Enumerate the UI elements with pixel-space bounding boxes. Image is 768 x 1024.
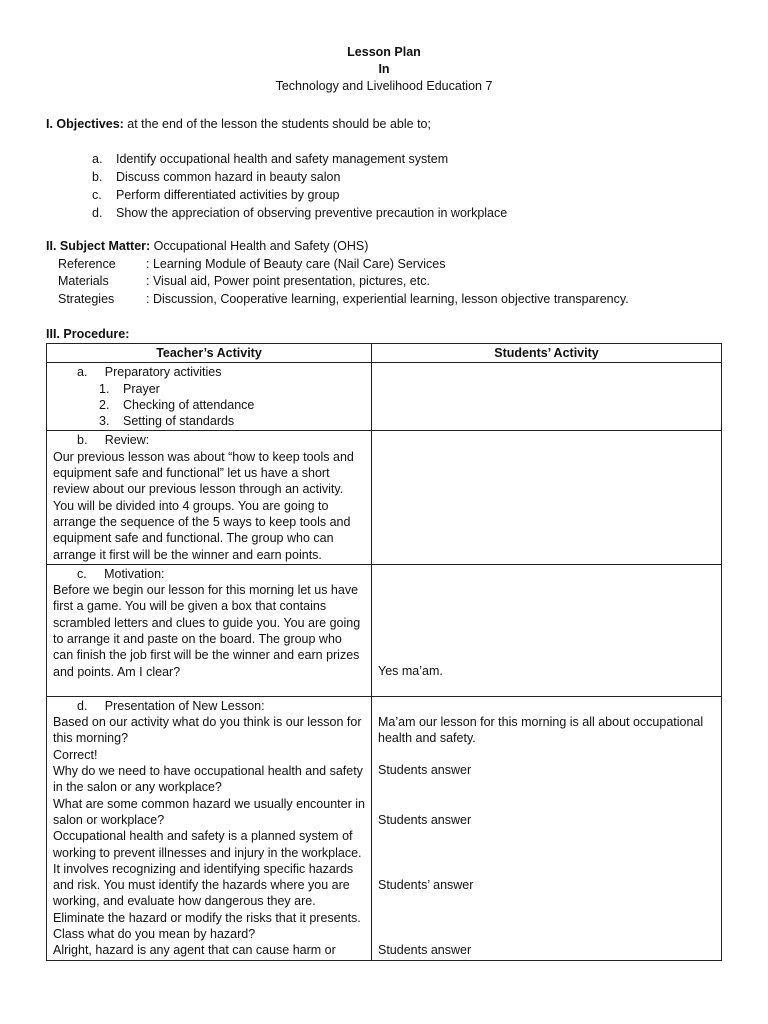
subject-row-strategies: [46, 291, 629, 309]
presentation-answer-1: Ma’am our lesson for this morning is all about occupational health and safety.: [378, 714, 704, 746]
students-activity-header: Students’ Activity: [372, 344, 722, 363]
presentation-question-5: Class what do you mean by hazard?: [53, 927, 256, 942]
step-number: 2.: [99, 397, 110, 412]
presentation-answer-3: Students answer: [378, 812, 472, 827]
student-cell: [372, 431, 722, 564]
review-title: b. Review:: [77, 433, 150, 448]
procedure-heading: III. Procedure:: [46, 327, 130, 341]
step-text: Checking of attendance: [123, 397, 255, 412]
title-line-3: Technology and Livelihood Education 7: [275, 79, 493, 93]
subject-row-value: : Visual aid, Power point presentation, pictures, etc.: [146, 274, 430, 288]
step-text: Prayer: [123, 381, 160, 396]
presentation-title: d. Presentation of New Lesson:: [77, 698, 265, 713]
presentation-answer-2: Students answer: [378, 763, 472, 778]
review-cell: [47, 431, 372, 564]
table-row: [47, 363, 722, 431]
prep-step: [53, 381, 365, 397]
subject-row-materials: [46, 273, 629, 291]
subject-matter: [46, 238, 629, 308]
review-body: Our previous lesson was about “how to keep tools and equipment safe and functional” let us have a short review about our previous lesson through an activity. You will be divided into 4 groups. You are going to arrange the sequence of the 5 ways to keep tools and equipment safe and functional. The group who can arrange it first will be the winner and earn points.: [53, 449, 354, 562]
objective-letter: b.: [92, 170, 103, 184]
student-cell: [372, 564, 722, 696]
objective-text: Discuss common hazard in beauty salon: [116, 170, 341, 184]
student-cell: [372, 363, 722, 431]
presentation-question-6: Alright, hazard is any agent that can cause harm or: [53, 943, 336, 958]
objective-letter: a.: [92, 152, 103, 166]
objective-text: Perform differentiated activities by group: [116, 188, 340, 202]
preparatory-cell: [47, 363, 372, 431]
motivation-body: Before we begin our lesson for this morning let us have first a game. You will be given a box that contains scrambled letters and clues to guide you. You are going to arrange it and paste on the board. The group who can finish the job first will be the winner and earn prizes and points. Am I clear?: [53, 583, 361, 679]
objective-letter: c.: [92, 188, 102, 202]
objective-item: [92, 186, 507, 204]
preparatory-title: a. Preparatory activities: [77, 365, 222, 380]
presentation-cell: [47, 696, 372, 960]
objective-text: Show the appreciation of observing preventive precaution in workplace: [116, 206, 508, 220]
objective-text: Identify occupational health and safety management system: [116, 152, 449, 166]
subject-matter-heading: [46, 238, 629, 256]
objectives-heading: [46, 116, 431, 132]
document-title: [0, 44, 768, 95]
objective-item: [92, 150, 507, 168]
subject-topic: Occupational Health and Safety (OHS): [150, 239, 369, 253]
prep-step: [53, 413, 365, 429]
table-row: [47, 696, 722, 960]
step-text: Setting of standards: [123, 414, 235, 429]
subject-row-reference: [46, 256, 629, 274]
title-line-2: In: [378, 62, 390, 76]
teacher-activity-header: Teacher’s Activity: [47, 344, 372, 363]
subject-row-label: Strategies: [58, 291, 115, 306]
procedure-table: [46, 343, 722, 961]
objective-item: [92, 204, 507, 222]
subject-row-value: : Learning Module of Beauty care (Nail Care) Services: [146, 256, 446, 271]
presentation-explanation: Occupational health and safety is a planned system of working to prevent illnesses and injury in the workplace. It involves recognizing and identifying specific hazards and risk. You must identify the hazards where you are working, and evaluate how dangerous they are. Eliminate the hazard or modify the risks that it presents.: [53, 829, 362, 925]
motivation-cell: [47, 564, 372, 696]
presentation-answer-4: Students’ answer: [378, 878, 474, 893]
student-cell: [372, 696, 722, 960]
presentation-question-3: What are some common hazard we usually encounter in salon or workplace?: [53, 796, 365, 827]
objectives-label: I. Objectives:: [46, 117, 124, 131]
presentation-question-1: Based on our activity what do you think is our lesson for this morning?: [53, 715, 362, 746]
title-line-1: Lesson Plan: [347, 45, 421, 59]
motivation-student-answer: Yes ma’am.: [378, 663, 443, 678]
step-number: 1.: [99, 381, 110, 396]
motivation-title: c. Motivation:: [77, 566, 165, 581]
presentation-answer-5: Students answer: [378, 943, 472, 958]
objective-item: [92, 168, 507, 186]
presentation-question-2: Why do we need to have occupational health and safety in the salon or any workplace?: [53, 764, 363, 795]
objectives-intro: at the end of the lesson the students should be able to;: [123, 117, 431, 131]
prep-step: [53, 397, 365, 413]
table-row: [47, 564, 722, 696]
subject-label: II. Subject Matter:: [46, 239, 151, 253]
subject-row-label: Materials: [58, 274, 109, 288]
table-row: [47, 431, 722, 564]
step-number: 3.: [99, 414, 110, 429]
subject-row-label: Reference: [58, 256, 116, 271]
objectives-list: [92, 150, 507, 222]
presentation-correct: Correct!: [53, 747, 98, 762]
subject-row-value: : Discussion, Cooperative learning, experiential learning, lesson objective transparency.: [146, 291, 629, 306]
objective-letter: d.: [92, 206, 103, 220]
table-header-row: [47, 344, 722, 363]
